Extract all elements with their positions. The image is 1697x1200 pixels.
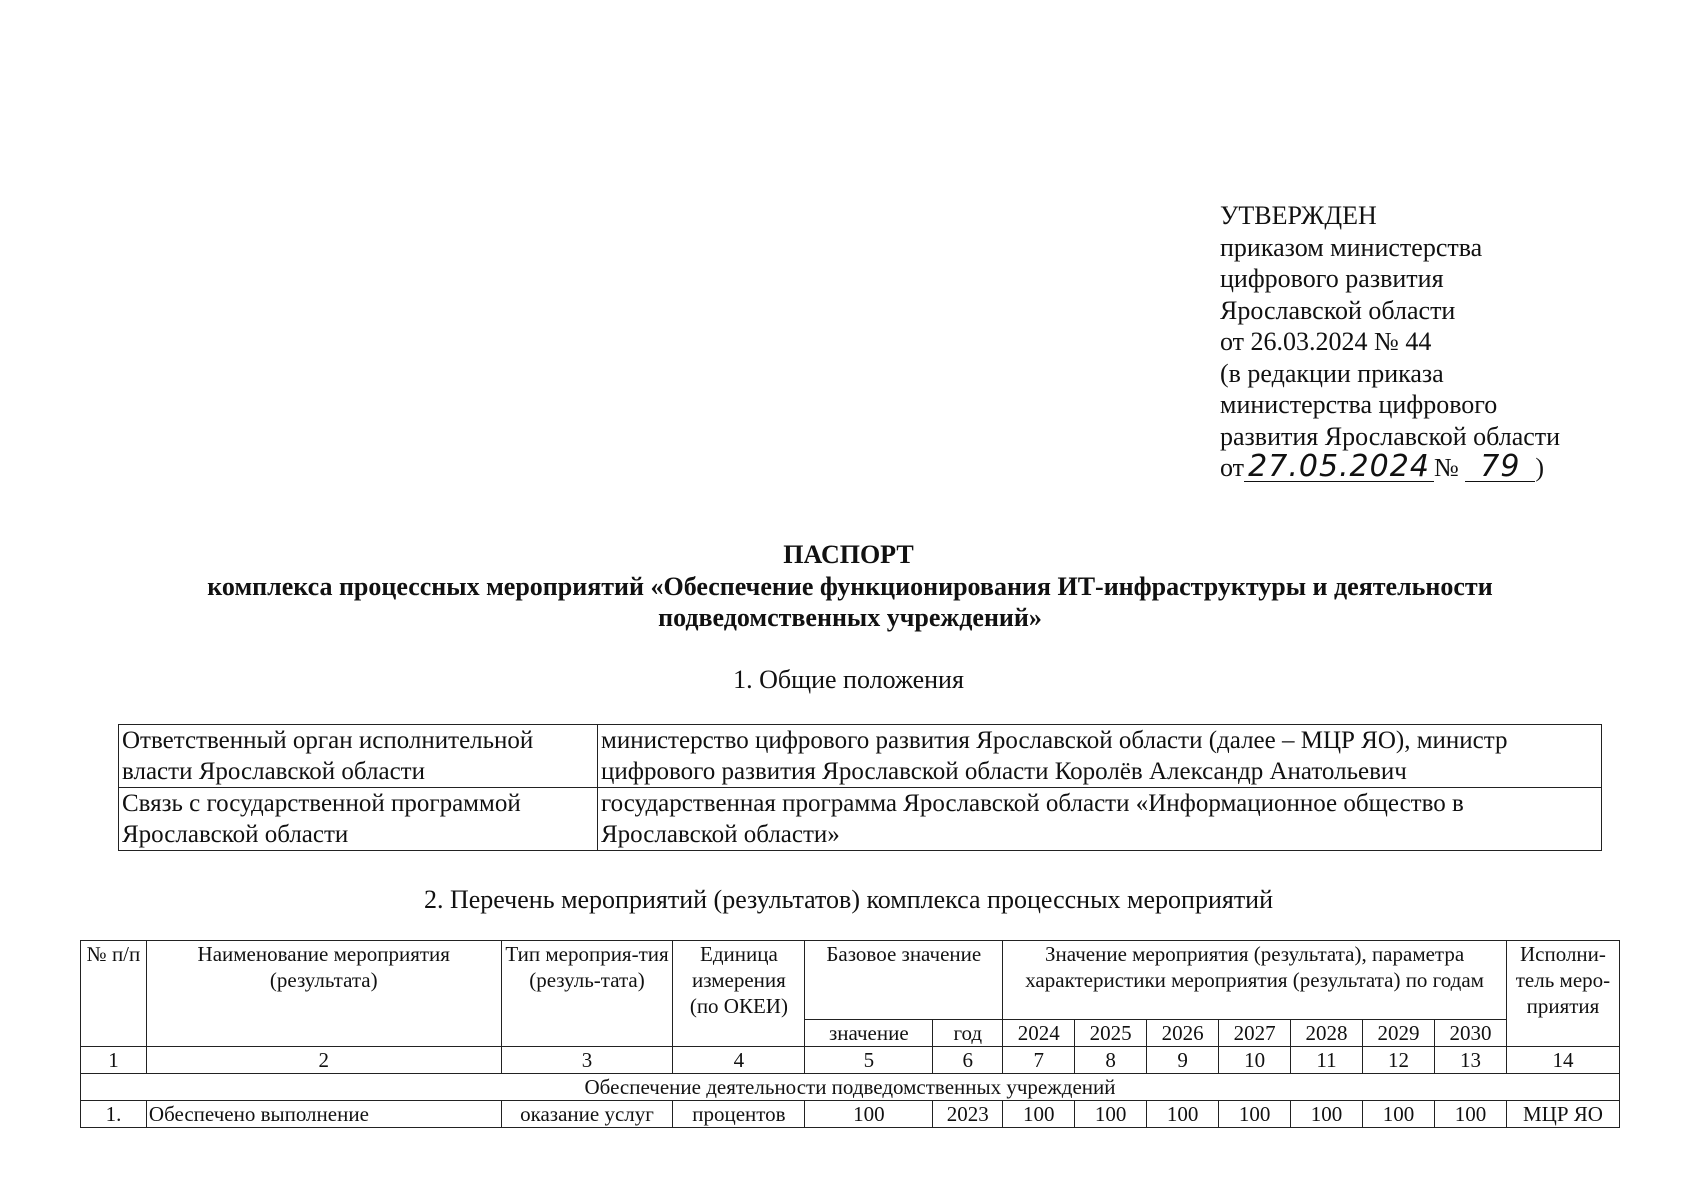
activities-table — [80, 940, 1620, 1128]
approval-line: развития Ярославской области — [1220, 421, 1561, 451]
column-number: 1 — [81, 1047, 147, 1074]
row-unit: процентов — [673, 1101, 805, 1128]
row-no: 1. — [81, 1101, 147, 1128]
column-number: 14 — [1506, 1047, 1619, 1074]
header-values: Значение мероприятия (результата), параметра характеристики мероприятия (результата) по годам — [1003, 941, 1507, 1020]
row-executor: МЦР ЯО — [1506, 1101, 1619, 1128]
handwritten-date: 27.05.2024 — [1244, 453, 1434, 482]
document-title: ПАСПОРТ — [783, 540, 914, 569]
amendment-line — [1220, 449, 1640, 484]
header-year: 2027 — [1219, 1020, 1291, 1047]
column-number: 2 — [146, 1047, 501, 1074]
row-value: 100 — [1363, 1101, 1435, 1128]
approval-heading: УТВЕРЖДЕН — [1220, 201, 1377, 230]
row-value: 100 — [1003, 1101, 1075, 1128]
approval-line: от 26.03.2024 № 44 — [1220, 327, 1432, 356]
group-row-title: Обеспечение деятельности подведомственных учреждений — [81, 1074, 1620, 1101]
column-number: 12 — [1363, 1047, 1435, 1074]
section-1-title: 1. Общие положения — [733, 665, 964, 694]
approval-line: министерства цифрового — [1220, 390, 1498, 419]
row-value: 100 — [1147, 1101, 1219, 1128]
column-number: 7 — [1003, 1047, 1075, 1074]
row-name: Обеспечено выполнение — [146, 1101, 501, 1128]
table-cell-label: Ответственный орган исполнительной власти Ярославской области — [119, 725, 598, 788]
column-number: 5 — [805, 1047, 933, 1074]
approval-line: (в редакции приказа — [1220, 358, 1444, 388]
amendment-prefix: от — [1220, 453, 1245, 482]
table-cell-value: государственная программа Ярославской области «Информационное общество в Ярославской области» — [598, 788, 1602, 851]
approval-line: цифрового развития — [1220, 264, 1444, 293]
header-base-value: значение — [805, 1020, 933, 1047]
approval-line: приказом министерства — [1220, 232, 1483, 262]
table-header-row — [81, 941, 1620, 1020]
table-cell-value: министерство цифрового развития Ярославской области (далее – МЦР ЯО), министр цифрового развития Ярославской области Королёв Александр Анатольевич — [598, 725, 1602, 788]
header-year: 2028 — [1291, 1020, 1363, 1047]
header-base: Базовое значение — [805, 941, 1003, 1020]
column-number: 13 — [1434, 1047, 1506, 1074]
header-base-year: год — [933, 1020, 1003, 1047]
row-value: 100 — [1291, 1101, 1363, 1128]
column-number: 6 — [933, 1047, 1003, 1074]
row-value: 100 — [1075, 1101, 1147, 1128]
header-year: 2024 — [1003, 1020, 1075, 1047]
header-year: 2025 — [1075, 1020, 1147, 1047]
header-year: 2026 — [1147, 1020, 1219, 1047]
amendment-suffix: ) — [1535, 453, 1545, 482]
header-unit: Единица измерения (по ОКЕИ) — [673, 941, 805, 1047]
row-type: оказание услуг — [501, 1101, 673, 1128]
document-subtitle: комплекса процессных мероприятий «Обеспечение функционирования ИТ-инфраструктуры и деятельности подведомственных учреждений» — [207, 572, 1493, 632]
amendment-no-label: № — [1434, 453, 1459, 482]
header-year: 2029 — [1363, 1020, 1435, 1047]
table-row — [119, 788, 1602, 851]
header-executor: Исполни-тель меро-приятия — [1506, 941, 1619, 1047]
column-number: 11 — [1291, 1047, 1363, 1074]
approval-line: Ярославской области — [1220, 295, 1456, 325]
row-base-value: 100 — [805, 1101, 933, 1128]
table-row — [119, 725, 1602, 788]
header-year: 2030 — [1434, 1020, 1506, 1047]
header-no: № п/п — [81, 941, 147, 1047]
column-number: 4 — [673, 1047, 805, 1074]
column-number: 9 — [1147, 1047, 1219, 1074]
table-cell-label: Связь с государственной программой Ярославской области — [119, 788, 598, 851]
table-row — [81, 1101, 1620, 1128]
group-row — [81, 1074, 1620, 1101]
handwritten-number: 79 — [1465, 453, 1535, 482]
column-number: 8 — [1075, 1047, 1147, 1074]
row-base-year: 2023 — [933, 1101, 1003, 1128]
header-type: Тип мероприя-тия (резуль-тата) — [501, 941, 673, 1047]
approval-block — [1220, 200, 1640, 484]
section-2-title: 2. Перечень мероприятий (результатов) комплекса процессных мероприятий — [423, 885, 1274, 914]
general-provisions-table — [118, 724, 1602, 851]
column-number: 3 — [501, 1047, 673, 1074]
header-name: Наименование мероприятия (результата) — [146, 941, 501, 1047]
column-number: 10 — [1219, 1047, 1291, 1074]
column-number-row — [81, 1047, 1620, 1074]
row-value: 100 — [1219, 1101, 1291, 1128]
row-value: 100 — [1434, 1101, 1506, 1128]
